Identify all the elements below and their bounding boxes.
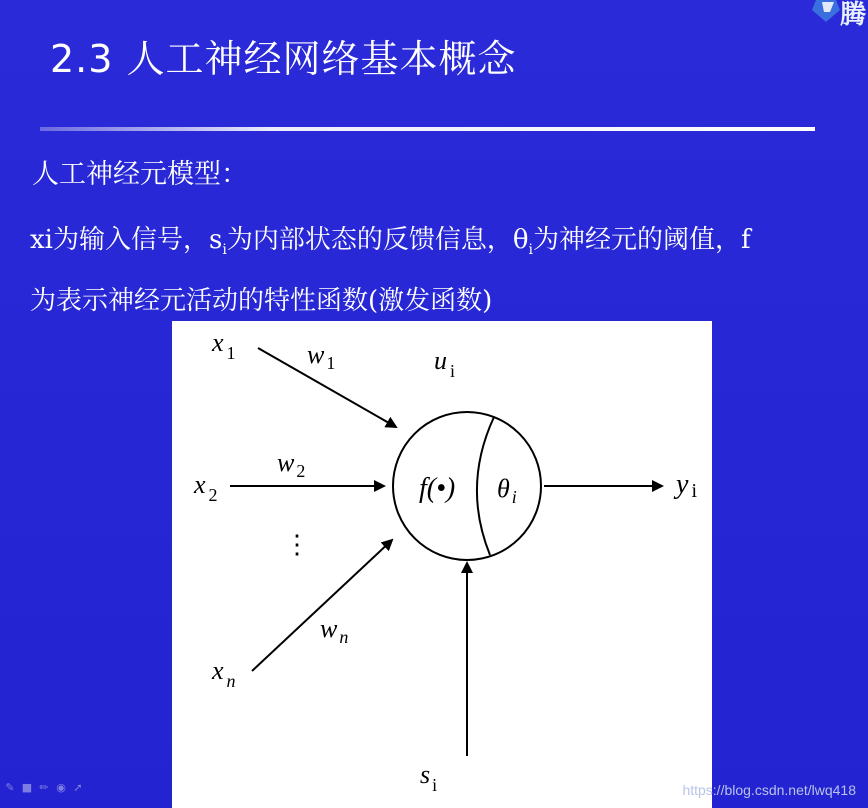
description — [30, 215, 840, 327]
subscript: i — [528, 242, 533, 259]
label-theta: θ $_i$ — [497, 474, 517, 507]
pointer-icon[interactable]: ◉ — [56, 781, 66, 794]
divider — [40, 127, 815, 131]
subscript: i — [222, 242, 227, 259]
arrow-icon[interactable]: ➚ — [73, 781, 83, 794]
pen-icon[interactable]: ✎ — [5, 781, 15, 794]
neuron-diagram — [172, 321, 712, 808]
pencil-icon[interactable]: ✏ — [39, 781, 49, 794]
description-line-1 — [30, 215, 840, 276]
label-si: s $_i$ — [420, 760, 438, 795]
label-w2: w $_2$ — [277, 448, 306, 481]
label-w1: w $_1$ — [307, 340, 336, 373]
label-wn: w $_n$ — [320, 614, 349, 647]
neuron-circle — [393, 412, 541, 560]
description-text: 为神经元的阈值，f — [532, 225, 751, 255]
neuron-svg — [172, 321, 712, 808]
logo-text: 腾 — [839, 0, 866, 30]
section-subtitle: 人工神经元模型： — [32, 159, 248, 190]
page-title: 2.3 人工神经网络基本概念 — [50, 37, 517, 81]
watermark: https://blog.csdn.net/lwq418 — [682, 782, 856, 798]
square-icon[interactable]: ■ — [21, 781, 33, 794]
label-xn: x $_n$ — [212, 656, 236, 691]
description-line-2: 为表示神经元活动的特性函数(激发函数) — [30, 286, 493, 317]
arrow-xn — [252, 540, 392, 671]
description-text: xi为输入信号，s — [30, 225, 223, 255]
label-x2: x $_2$ — [194, 470, 218, 505]
neuron-divider — [477, 417, 494, 555]
label-x1: x $_1$ — [212, 328, 236, 363]
description-text: 为内部状态的反馈信息，θ — [226, 225, 529, 255]
logo — [778, 0, 868, 30]
label-ui: u $_i$ — [434, 346, 456, 381]
label-dots: ⋮ — [284, 530, 310, 559]
label-yi: y i — [676, 469, 697, 502]
label-activation-function: f(•) — [419, 473, 456, 504]
slide-toolbar — [4, 782, 84, 794]
